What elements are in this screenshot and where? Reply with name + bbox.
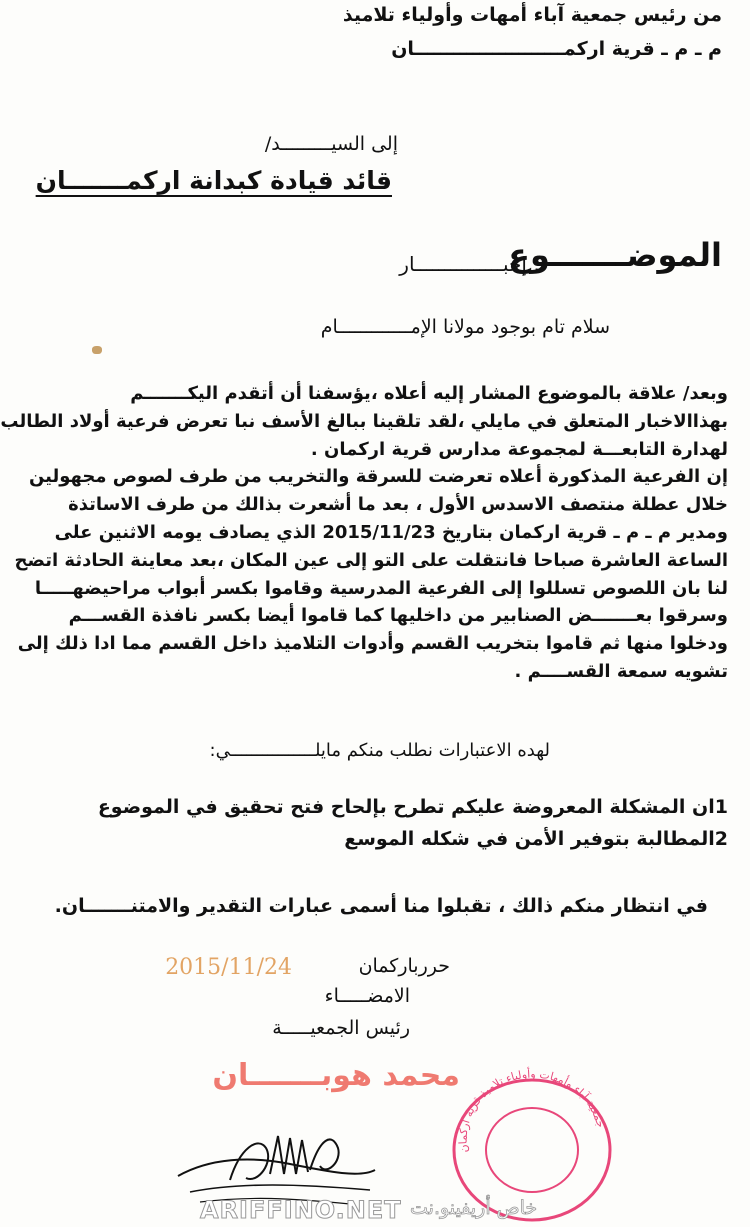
- body-line: ودخلوا منها ثم قاموا بتخريب القسم وأدوات التلاميذ داخل القسم مما ادا ذلك إلى: [17, 633, 728, 655]
- body-line: وسرقوا بعـــــــض الصنابير من داخليها كما قاموا أيضا بكسر نافذة القســـم: [68, 605, 728, 627]
- body-line: لنا بان اللصوص تسللوا إلى الفرعية المدرسية وقاموا بكسر أبواب مراحيضهـــــا: [34, 577, 728, 599]
- signer-name: محمد هوبـــــــان: [212, 1058, 460, 1093]
- signature-label: الامضـــــاء: [324, 985, 410, 1007]
- letter-date: 2015/11/24: [165, 955, 292, 980]
- recipient-name: قائد قيادة كبدانة اركمـــــــان: [35, 166, 392, 195]
- letter-body: [0, 380, 728, 686]
- recipient-label: إلى السيـــــــــد/: [264, 133, 398, 155]
- watermark-arabic: خاص أريفينو.نت: [410, 1197, 538, 1219]
- body-line: خلال عطلة منتصف الاسدس الأول ، بعد ما أشعرت بذالك من طرف الاساتذة: [68, 494, 728, 516]
- letter-place: حرربارکمان: [358, 955, 450, 977]
- greeting: سلام تام بوجود مولانا الإمـــــــــــــام: [320, 316, 610, 338]
- body-line: وبعد/ علاقة بالموضوع المشار إليه أعلاه ،يؤسفنا أن أتقدم اليكـــــــم: [130, 383, 728, 404]
- demand-item-2: 2المطالبة بتوفير الأمن في شكله الموسع: [344, 828, 728, 850]
- body-line: لهدارة التابعـــة لمجموعة مدارس قرية اركمان .: [310, 438, 728, 460]
- subject-text: : إخبـــــــــــــــار: [399, 252, 540, 276]
- sender-line-1: من رئيس جمعية آباء أمهات وأولياء تلاميذ: [342, 4, 722, 26]
- signer-role: رئيس الجمعيـــــة: [272, 1017, 410, 1039]
- sender-line-2: م ـ م ـ قرية اركمـــــــــــــــــــــــان: [391, 38, 722, 60]
- body-line: تشويه سمعة القســــم .: [514, 660, 728, 682]
- body-line: ومدير م ـ م ـ قرية اركمان بتاريخ 2015/11/23 الذي يصادف يومه الاثنين على: [54, 521, 728, 543]
- demand-item-1: 1ان المشكلة المعروضة عليكم تطرح بإلحاح فتح تحقيق في الموضوع: [97, 796, 728, 818]
- watermark-latin: ARIFFINO.NET: [200, 1196, 402, 1224]
- svg-text:جمعية آباء وأمهات وأولياء تلام: [457, 1067, 608, 1154]
- body-line: بهذاالاخبار المتعلق في مايلي ،لقد تلقينا ببالغ الأسف نبا تعرض فرعية أولاد الطالب: [0, 410, 728, 432]
- paper-speck: [92, 346, 102, 354]
- body-line: الساعة العاشرة صباحا فانتقلت على التو إلى عين المكان ،بعد معاينة الحادثة اتضح: [14, 549, 728, 571]
- subject-label: الموضـــــــوع: [508, 236, 722, 274]
- demands-intro: لهده الاعتبارات نطلب منكم مايلــــــــــــــــي:: [209, 740, 550, 761]
- closing-line: في انتظار منكم ذالك ، تقبلوا منا أسمى عبارات التقدير والامتنـــــــان.: [54, 895, 708, 917]
- stamp-text: جمعية آباء وأمهات وأولياء تلاميذ قرية اركمان: [456, 1067, 608, 1154]
- body-line: إن الفرعية المذكورة أعلاه تعرضت للسرقة والتخريب من طرف لصوص مجهولين: [28, 466, 728, 488]
